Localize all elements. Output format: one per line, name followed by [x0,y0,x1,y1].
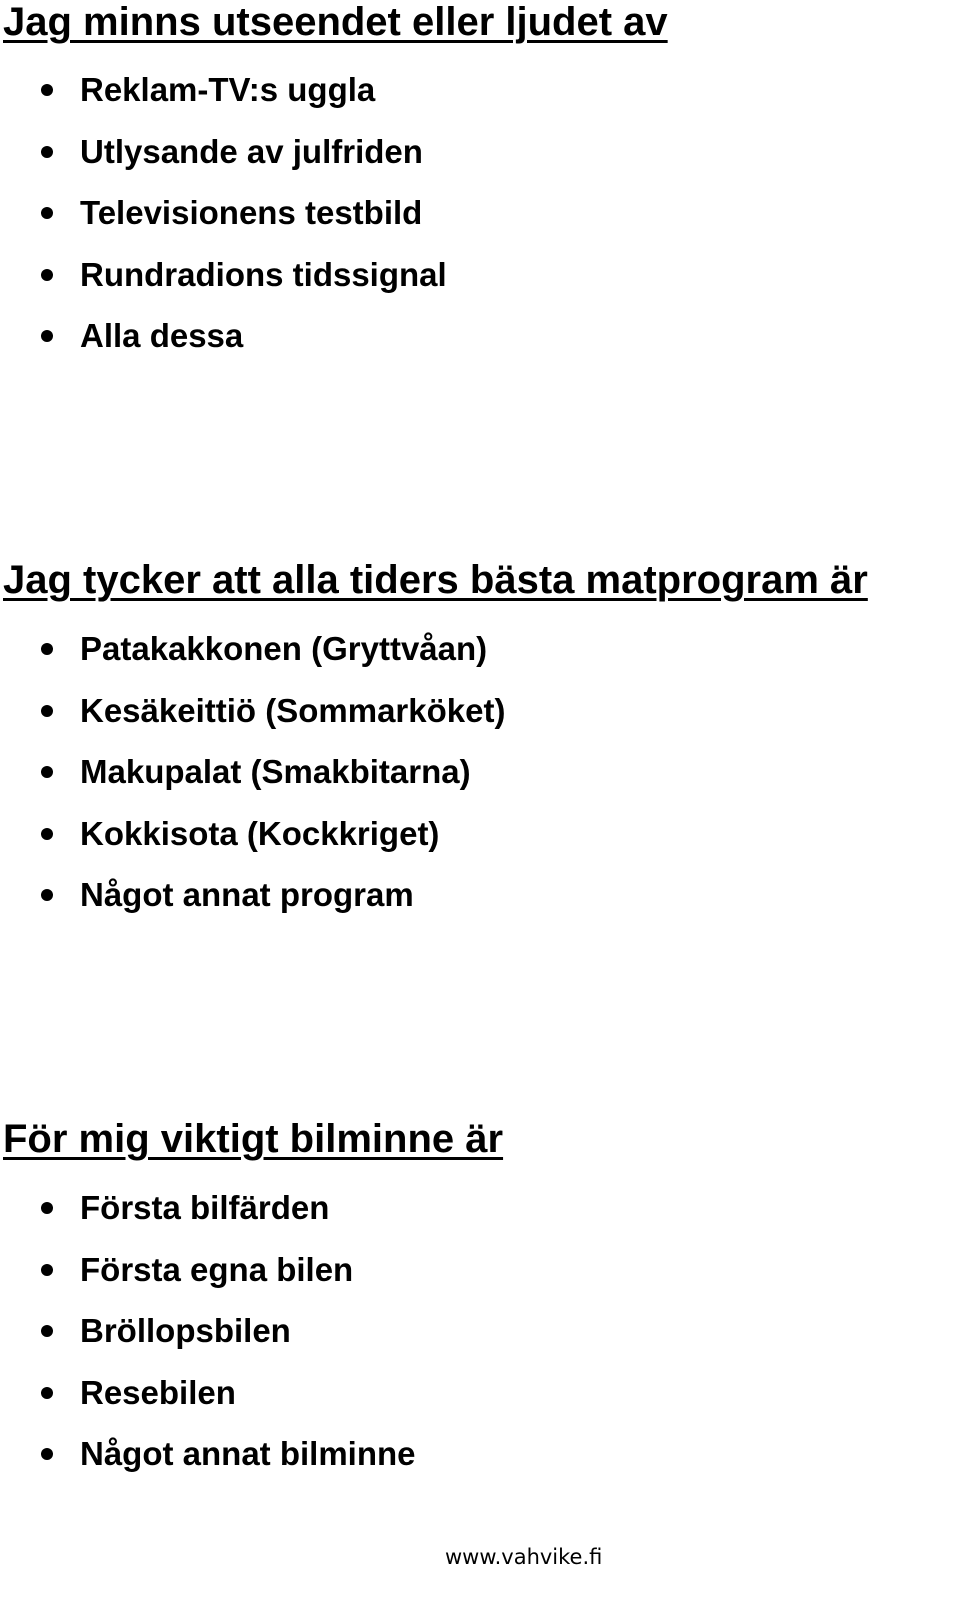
section-heading-food-programs: Jag tycker att alla tiders bästa matprogram är [3,558,868,602]
list-item-label: Patakakkonen (Gryttvåan) [80,630,488,667]
bullet-icon [41,207,53,219]
list-item [0,193,960,233]
list-item-label: Första bilfärden [80,1189,330,1226]
list-item-label: Första egna bilen [80,1251,354,1288]
list-item [0,132,960,172]
list-item [0,629,960,669]
list-item [0,1434,960,1474]
list-item-label: Rundradions tidssignal [80,256,447,293]
bullet-icon [41,705,53,717]
section-heading-car-memories: För mig viktigt bilminne är [3,1117,504,1161]
bullet-icon [41,1325,53,1337]
list-item [0,1250,960,1290]
list-item [0,1311,960,1351]
section-heading-memories: Jag minns utseendet eller ljudet av [3,0,668,44]
list-item-label: Alla dessa [80,317,244,354]
list-item-label: Något annat program [80,876,414,913]
list-item-label: Kokkisota (Kockkriget) [80,815,440,852]
bullet-icon [41,1387,53,1399]
list-item-label: Något annat bilminne [80,1435,416,1472]
bullet-icon [41,84,53,96]
list-item [0,316,960,356]
bullet-icon [41,1448,53,1460]
bullet-icon [41,766,53,778]
list-item [0,691,960,731]
list-item [0,70,960,110]
list-item [0,255,960,295]
bullet-icon [41,330,53,342]
bullet-icon [41,643,53,655]
list-item-label: Resebilen [80,1374,236,1411]
list-item-label: Kesäkeittiö (Sommarköket) [80,692,506,729]
list-item-label: Makupalat (Smakbitarna) [80,753,471,790]
bullet-icon [41,1202,53,1214]
bullet-icon [41,1264,53,1276]
bullet-icon [41,828,53,840]
list-item-label: Televisionens testbild [80,194,423,231]
list-item-label: Reklam-TV:s uggla [80,71,376,108]
list-item [0,1188,960,1228]
list-item-label: Bröllopsbilen [80,1312,291,1349]
list-item [0,875,960,915]
bullet-icon [41,269,53,281]
list-item [0,752,960,792]
bullet-icon [41,146,53,158]
footer-website: www.vahvike.fi [445,1545,603,1569]
bullet-icon [41,889,53,901]
list-item [0,814,960,854]
list-item-label: Utlysande av julfriden [80,133,423,170]
list-item [0,1373,960,1413]
